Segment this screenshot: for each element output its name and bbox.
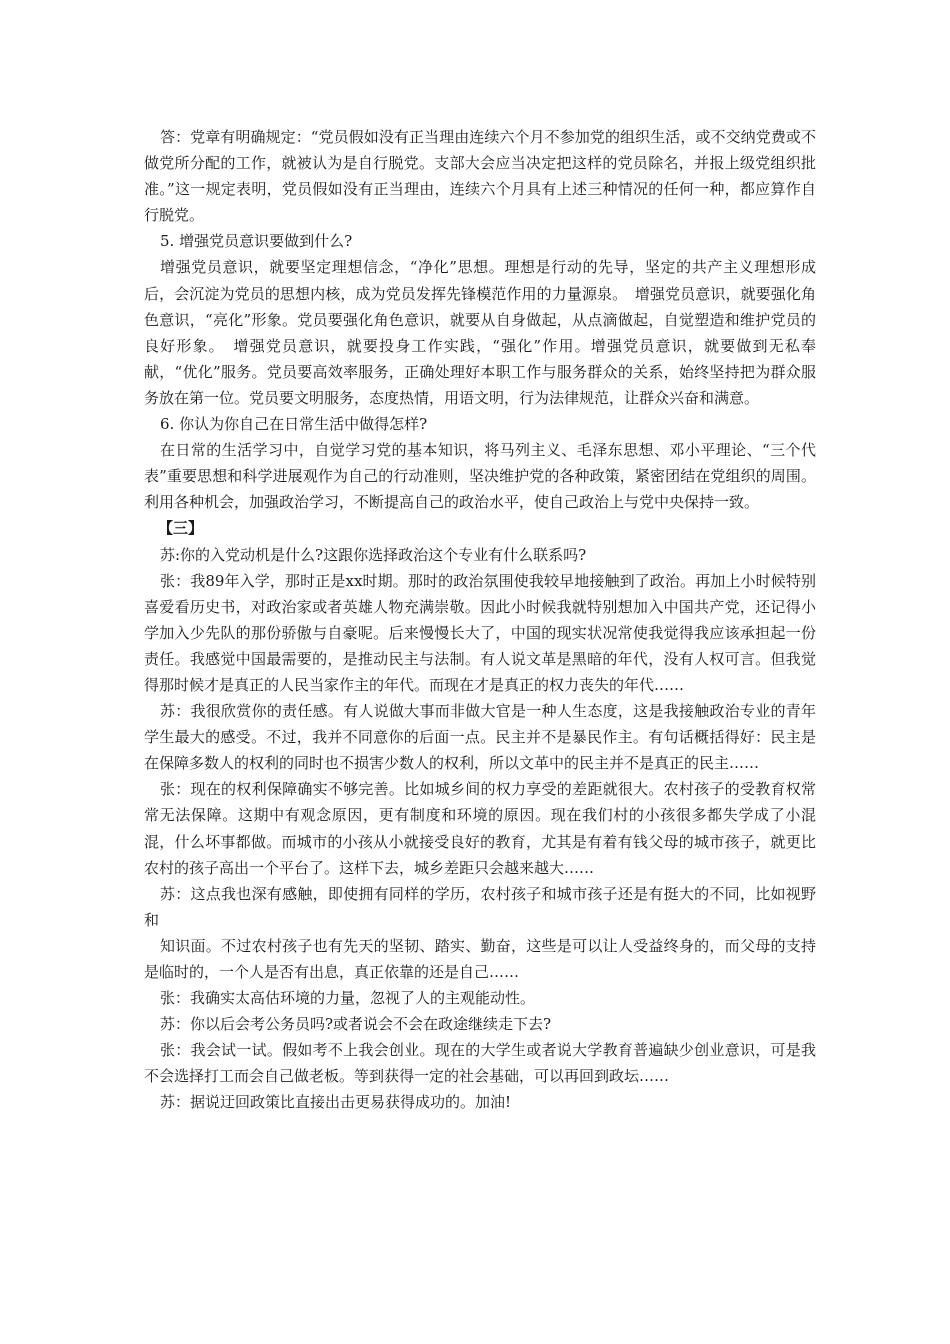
document-page xyxy=(144,124,816,1116)
dialogue-zhang-4: 张：我会试一试。假如考不上我会创业。现在的大学生或者说大学教育普遍缺少创业意识，可是我不会选择打工而会自己做老板。等到获得一定的社会基础，可以再回到政坛…… xyxy=(144,1041,816,1086)
dialogue-su-4: 苏：你以后会考公务员吗?或者说会不会在政途继续走下去? xyxy=(160,1015,552,1034)
paragraph-answer-6: 在日常的生活学习中，自觉学习党的基本知识，将马列主义、毛泽东思想、邓小平理论、“三个代表”重要思想和科学进展观作为自己的行动准则，坚决维护党的各种政策，紧密团结在党组织的周围。利用各种机会，加强政治学习，不断提高自己的政治水平，使自己政治上与党中央保持一致。 xyxy=(144,441,816,512)
paragraph-answer-5: 增强党员意识，就要坚定理想信念，“净化”思想。理想是行动的先导，坚定的共产主义理想形成后，会沉淀为党员的思想内核，成为党员发挥先锋模范作用的力量源泉。 增强党员意识，就要强化角色意识，“亮化”形象。党员要强化角色意识，就要从自身做起，从点滴做起，自觉塑造和维护党员的良好形象。 增强党员意识，就要投身工作实践，“强化”作用。增强党员意识，就要做到无私奉献，“优化”服务。党员要高效率服务，正确处理好本职工作与服务群众的关系，始终坚持把为群众服务放在第一位。党员要文明服务，态度热情，用语文明，行为法律规范，让群众兴奋和满意。 xyxy=(144,258,816,407)
dialogue-su-3: 苏：这点我也深有感触，即使拥有同样的学历，农村孩子和城市孩子还是有挺大的不同，比如视野和 xyxy=(144,884,816,929)
question-6: 6. 你认为你自己在日常生活中做得怎样? xyxy=(160,415,428,434)
section-title-three: 【三】 xyxy=(158,519,204,538)
question-5: 5. 增强党员意识要做到什么? xyxy=(160,232,353,251)
dialogue-su-5: 苏：据说迂回政策比直接出击更易获得成功的。加油! xyxy=(160,1093,512,1112)
paragraph-answer-dismissal: 答：党章有明确规定：“党员假如没有正当理由连续六个月不参加党的组织生活，或不交纳党费或不做党所分配的工作，就被认为是自行脱党。支部大会应当决定把这样的党员除名，并报上级党组织批准。”这一规定表明，党员假如没有正当理由，连续六个月具有上述三种情况的任何一种，都应算作自行脱党。 xyxy=(144,128,816,225)
dialogue-su-2: 苏：我很欣赏你的责任感。有人说做大事而非做大官是一种人生态度，这是我接触政治专业的青年学生最大的感受。不过，我并不同意你的后面一点。民主并不是暴民作主。有句话概括得好：民主是在保障多数人的权利的同时也不损害少数人的权利，所以文革中的民主并不是真正的民主…… xyxy=(144,702,816,773)
dialogue-zhang-2: 张：现在的权利保障确实不够完善。比如城乡间的权力享受的差距就很大。农村孩子的受教育权常常无法保障。这期中有观念原因，更有制度和环境的原因。现在我们村的小孩很多都失学成了小混混，什么坏事都做。而城市的小孩从小就接受良好的教育，尤其是有着有钱父母的城市孩子，就更比农村的孩子高出一个平台了。这样下去，城乡差距只会越来越大…… xyxy=(144,780,816,877)
dialogue-zhang-3: 张：我确实太高估环境的力量，忽视了人的主观能动性。 xyxy=(160,989,536,1008)
dialogue-zhang-1: 张：我89年入学，那时正是xx时期。那时的政治氛围使我较早地接触到了政治。再加上小时候特别喜爱看历史书，对政治家或者英雄人物充满崇敬。因此小时候我就特别想加入中国共产党，还记得小学加入少先队的那份骄傲与自豪呢。后来慢慢长大了，中国的现实状况常使我觉得我应该承担起一份责任。我感觉中国最需要的，是推动民主与法制。有人说文革是黑暗的年代，没有人权可言。但我觉得那时候才是真正的人民当家作主的年代。而现在才是真正的权力丧失的年代…… xyxy=(144,571,816,694)
dialogue-su-3-continued: 知识面。不过农村孩子也有先天的坚韧、踏实、勤奋，这些是可以让人受益终身的，而父母的支持是临时的，一个人是否有出息，真正依靠的还是自己…… xyxy=(144,936,816,981)
dialogue-su-1: 苏:你的入党动机是什么?这跟你选择政治这个专业有什么联系吗? xyxy=(160,545,587,564)
